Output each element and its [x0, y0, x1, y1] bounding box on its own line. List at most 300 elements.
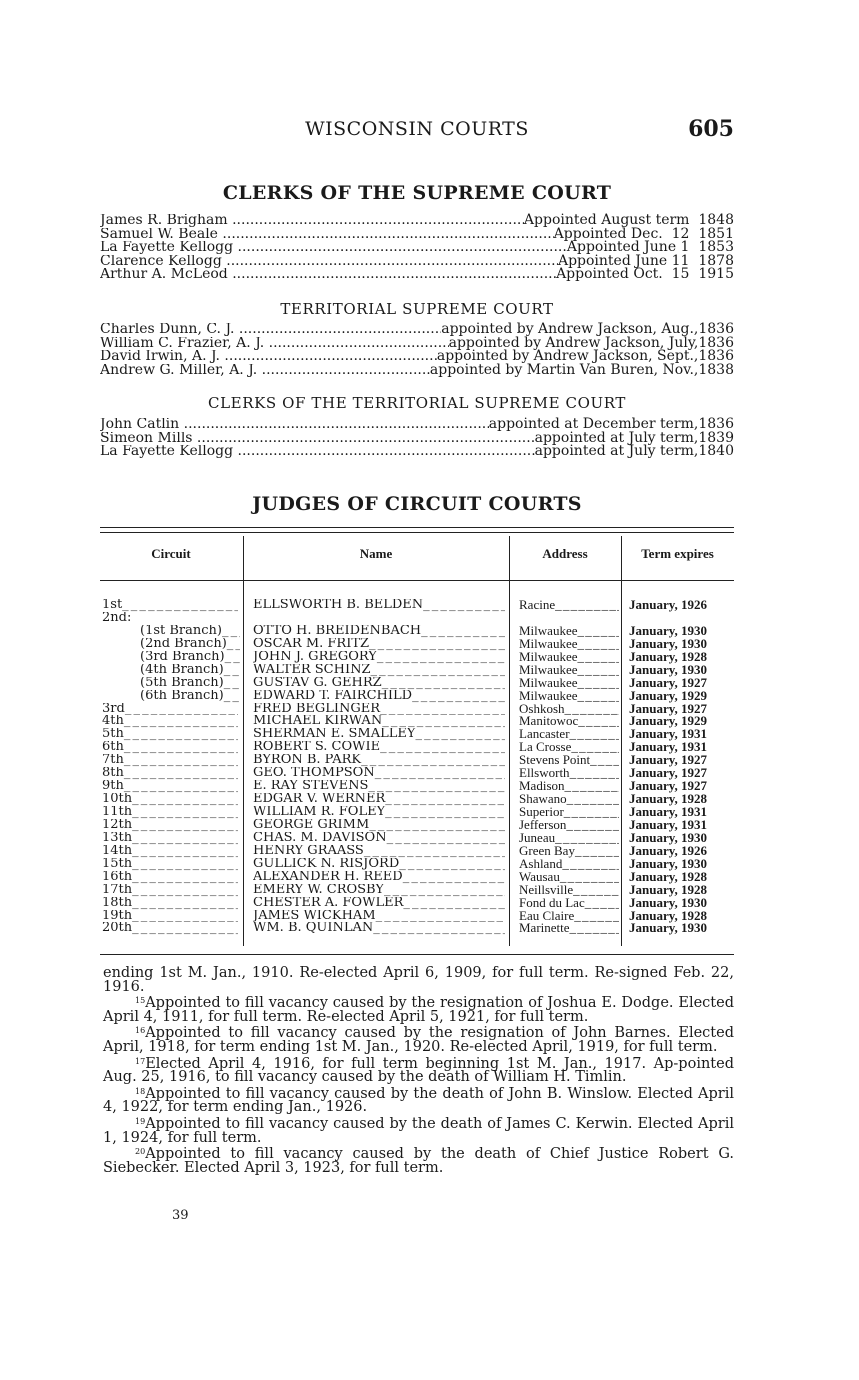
- circuit-label: 7th: [102, 754, 124, 768]
- term-expires: January, 1930: [629, 894, 708, 910]
- judge-name: JOHN J. GREGORY: [253, 650, 377, 664]
- circuit-cell: [102, 806, 238, 819]
- territorial-clerks-list: [100, 418, 734, 459]
- address: Madison: [519, 780, 565, 794]
- circuit-cell: [102, 910, 238, 923]
- address: Eau Claire: [519, 909, 575, 923]
- leader-dots: [380, 703, 505, 716]
- leader-dots: [385, 793, 505, 806]
- year: 1840: [698, 443, 734, 460]
- leader-dots: [577, 664, 619, 677]
- circuit-label: 10th: [102, 793, 133, 807]
- address-cell: [519, 741, 619, 754]
- address: Ashland: [519, 857, 563, 871]
- circuit-label: 9th: [102, 780, 124, 794]
- judge-name: WALTER SCHINZ: [253, 663, 371, 677]
- appointment: Appointed August term: [523, 212, 699, 228]
- term-expires: January, 1928: [629, 791, 708, 807]
- leader-dots: [403, 897, 505, 910]
- footnote-text: Appointed to fill vacancy caused by the death of Chief Justice Robert G. Siebecker. Elected April 3, 1923, for full term.: [103, 1146, 734, 1176]
- circuit-label: 3rd: [102, 702, 125, 716]
- name-cell: [253, 728, 505, 741]
- judge-name: ELLSWORTH B. BELDEN: [253, 599, 424, 612]
- circuit-cell: [102, 884, 238, 897]
- person-name: Simeon Mills .....: [100, 432, 535, 446]
- appointment: appointed at July term,: [534, 443, 699, 460]
- name-cell: [253, 651, 505, 664]
- name-cell: [253, 703, 505, 716]
- circuit-cell: [102, 922, 238, 935]
- leader-dots: [124, 741, 238, 754]
- header-name: Name: [359, 546, 393, 561]
- address-cell: [519, 703, 619, 716]
- footnote: [103, 1085, 734, 1115]
- circuit-cell: [102, 780, 238, 793]
- year: 1915: [698, 266, 734, 283]
- leader-dots: [125, 703, 238, 716]
- circuit-label: 11th: [102, 806, 133, 819]
- person-name: La Fayette Kellogg .....: [100, 445, 535, 459]
- circuit-label: 18th: [102, 896, 133, 910]
- leader-dots: [124, 780, 238, 793]
- circuit-cell: [140, 664, 240, 677]
- circuit-label: (5th Branch): [140, 676, 224, 690]
- term-expires: January, 1927: [629, 765, 708, 781]
- leader-dots: [566, 819, 619, 832]
- circuit-label: (3rd Branch): [140, 650, 225, 664]
- circuit-cell: [102, 871, 238, 884]
- circuit-cell: [102, 612, 238, 625]
- leader-dots: [376, 910, 505, 923]
- address-cell: [519, 690, 619, 703]
- address-cell: [519, 897, 619, 910]
- address-cell: [519, 819, 619, 832]
- circuit-label: 17th: [102, 883, 133, 897]
- leader-dots: [590, 754, 619, 767]
- judge-name: CHAS. M. DAVISON: [253, 831, 387, 845]
- header-rule: [100, 580, 734, 581]
- circuit-label: 12th: [102, 818, 133, 832]
- territorial-clerks-title: CLERKS OF THE TERRITORIAL SUPREME COURT: [208, 394, 626, 412]
- address-cell: [519, 767, 619, 780]
- running-head: [100, 118, 734, 144]
- term-expires: January, 1929: [629, 713, 708, 729]
- appointment: appointed by Martin Van Buren, Nov.,: [429, 361, 699, 378]
- leader-dots: [382, 715, 505, 728]
- circuit-cell: [102, 819, 238, 832]
- appointment: Appointed June 1: [566, 239, 699, 256]
- address-cell: [519, 793, 619, 806]
- leader-dots: [132, 845, 238, 858]
- leader-dots: [224, 677, 240, 690]
- table-bottom-rule: [100, 954, 734, 955]
- name-cell: [253, 897, 505, 910]
- leader-dots: [224, 690, 240, 703]
- circuit-label: 15th: [102, 857, 133, 871]
- judge-name: GULLICK N. RISJORD: [253, 857, 400, 871]
- leader-dots: [124, 754, 238, 767]
- leader-dots: [369, 638, 505, 651]
- leader-dots: [555, 599, 619, 612]
- year: 1836: [698, 348, 734, 365]
- leader-dots: [371, 664, 506, 677]
- leader-dots: [577, 638, 619, 651]
- circuit-label: 14th: [102, 844, 133, 858]
- name-cell: [253, 715, 505, 728]
- address-cell: [519, 832, 619, 845]
- judge-name: MICHAEL KIRWAN: [253, 715, 383, 729]
- circuit-table-body: [100, 599, 734, 935]
- circuit-cell: [140, 625, 240, 638]
- circuit-cell: [140, 690, 240, 703]
- term-expires: January, 1930: [629, 920, 708, 936]
- appointment: Appointed Oct. 15: [556, 266, 699, 283]
- person-name: David Irwin, A. J. .....: [100, 350, 437, 364]
- signature-mark: 39: [172, 1208, 189, 1223]
- term-expires: January, 1928: [629, 907, 708, 923]
- circuit-cell: [140, 638, 240, 651]
- leader-dots: [132, 871, 238, 884]
- circuit-label: 19th: [102, 909, 133, 923]
- name-cell: [253, 625, 505, 638]
- year: 1851: [698, 225, 734, 242]
- leader-dots: [575, 845, 619, 858]
- term-expires: January, 1927: [629, 778, 708, 794]
- name-cell: [253, 767, 505, 780]
- judge-name: JAMES WICKHAM: [253, 909, 376, 923]
- judge-name: WILLIAM R. FOLEY: [253, 806, 386, 819]
- judge-name: ROBERT S. COWIE: [253, 741, 381, 755]
- term-expires: January, 1926: [629, 597, 708, 612]
- footnote-mark: 18: [135, 1086, 146, 1096]
- leader-dots: [368, 780, 505, 793]
- person-name: Samuel W. Beale .....: [100, 228, 554, 242]
- leader-dots: [387, 832, 505, 845]
- person-name: William C. Frazier, A. J. .....: [100, 337, 449, 351]
- person-name: John Catlin .....: [100, 418, 489, 432]
- year: 1853: [698, 239, 734, 256]
- address: Jefferson: [519, 818, 567, 832]
- name-cell: [253, 664, 505, 677]
- footnote: [103, 1055, 734, 1085]
- term-expires: January, 1927: [629, 674, 708, 690]
- name-cell: [253, 780, 505, 793]
- address-cell: [519, 922, 619, 935]
- term-expires: January, 1928: [629, 868, 708, 884]
- circuit-label: 4th: [102, 715, 124, 729]
- leader-dots: [375, 767, 505, 780]
- circuit-cell: [102, 715, 238, 728]
- name-cell: [253, 884, 505, 897]
- address: Stevens Point: [519, 754, 591, 768]
- term-expires: January, 1931: [629, 804, 708, 819]
- address: Milwaukee: [519, 624, 578, 638]
- judge-name: SHERMAN E. SMALLEY: [253, 728, 416, 742]
- address: Manitowoc: [519, 715, 579, 729]
- leader-dots: [570, 767, 619, 780]
- leader-dots: [421, 625, 505, 638]
- header-address: Address: [542, 546, 588, 561]
- footnote-mark: 16: [135, 1026, 146, 1036]
- leader-dots: [369, 819, 505, 832]
- leader-dots: [565, 703, 619, 716]
- address-cell: [519, 858, 619, 871]
- name-cell: [253, 677, 505, 690]
- address: Superior: [519, 806, 564, 819]
- footnote-mark: 19: [135, 1116, 146, 1126]
- leader-dots: [380, 741, 505, 754]
- person-name: Andrew G. Miller, A. J. .....: [100, 364, 430, 378]
- circuit-label: 5th: [102, 728, 124, 742]
- circuit-cell: [102, 754, 238, 767]
- year: 1878: [698, 252, 734, 269]
- leader-dots: [570, 728, 619, 741]
- leader-dots: [412, 690, 505, 703]
- address-cell: [519, 715, 619, 728]
- territorial-title: TERRITORIAL SUPREME COURT: [280, 300, 554, 318]
- address: Racine: [519, 599, 556, 612]
- address-cell: [519, 638, 619, 651]
- footnote-continuation: ending 1st M. Jan., 1910. Re-elected April 6, 1909, for full term. Re-signed Feb. 22, 1916.: [103, 965, 734, 995]
- address: La Crosse: [519, 741, 572, 755]
- judge-name: EDGAR V. WERNER: [253, 793, 386, 807]
- footnote: [103, 1145, 734, 1175]
- term-expires: January, 1926: [629, 842, 708, 858]
- leader-dots: [132, 832, 238, 845]
- judge-name: EDWARD T. FAIRCHILD: [253, 689, 413, 703]
- footnote-text: Appointed to fill vacancy caused by the death of James C. Kerwin. Elected April 1, 1924, for full term.: [103, 1115, 734, 1146]
- circuit-title: JUDGES OF CIRCUIT COURTS: [252, 493, 582, 515]
- address: Oshkosh: [519, 702, 565, 716]
- leader-dots: [132, 910, 238, 923]
- leader-dots: [415, 728, 505, 741]
- term-expires: January, 1928: [629, 648, 708, 664]
- circuit-label: (2nd Branch): [140, 637, 227, 651]
- circuit-cell: [102, 845, 238, 858]
- list-line: [100, 361, 734, 378]
- leader-dots: [132, 858, 238, 871]
- person-name: Charles Dunn, C. J. .....: [100, 323, 441, 337]
- circuit-cell: [102, 858, 238, 871]
- address: Neillsville: [519, 883, 574, 897]
- footnote-text: Elected April 4, 1916, for full term beginning 1st M. Jan., 1917. Ap-pointed Aug. 25, 1916, to fill vacancy caused by the death of William H. Timlin.: [103, 1055, 734, 1086]
- address: Juneau: [519, 831, 556, 845]
- table-row: [100, 599, 734, 612]
- circuit-cell: [102, 897, 238, 910]
- leader-dots: [570, 922, 619, 935]
- term-expires: January, 1930: [629, 622, 708, 638]
- term-expires: January, 1927: [629, 752, 708, 768]
- list-line: [100, 268, 734, 282]
- leader-dots: [567, 793, 619, 806]
- leader-dots: [564, 806, 619, 819]
- footnotes: [103, 967, 734, 1175]
- circuit-cell: [102, 741, 238, 754]
- appointment: appointed by Andrew Jackson, July,: [448, 334, 699, 351]
- leader-dots: [124, 767, 238, 780]
- leader-dots: [132, 806, 238, 819]
- header-term: Term expires: [641, 546, 714, 561]
- leader-dots: [565, 780, 620, 793]
- judge-name: ALEXANDER H. REED: [253, 870, 403, 884]
- address: Milwaukee: [519, 689, 578, 703]
- clerks-supreme-list: [100, 214, 734, 282]
- circuit-label: (4th Branch): [140, 663, 224, 677]
- year: 1839: [698, 429, 734, 446]
- leader-dots: [577, 625, 619, 638]
- address-cell: [519, 884, 619, 897]
- appointment: Appointed Dec. 12: [553, 225, 699, 242]
- term-expires: January, 1927: [629, 700, 708, 716]
- circuit-label: 16th: [102, 870, 133, 884]
- address: Milwaukee: [519, 637, 578, 651]
- address-cell: [519, 664, 619, 677]
- address: Marinette: [519, 922, 570, 936]
- leader-dots: [560, 871, 619, 884]
- leader-dots: [225, 651, 240, 664]
- address-cell: [519, 599, 619, 612]
- leader-dots: [573, 884, 619, 897]
- judge-name: OTTO H. BREIDENBACH: [253, 624, 422, 638]
- address-cell: [519, 845, 619, 858]
- circuit-label: 8th: [102, 767, 124, 781]
- circuit-cell: [102, 793, 238, 806]
- footnote-mark: 20: [135, 1147, 146, 1157]
- footnote-text: Appointed to fill vacancy caused by the resignation of Joshua E. Dodge. Elected April 4, 1911, for full term. Re-elected April 5, 1921, for full term.: [103, 995, 734, 1025]
- year: 1848: [698, 212, 734, 228]
- circuit-label: 1st: [102, 599, 123, 612]
- person-name: La Fayette Kellogg .....: [100, 241, 567, 255]
- name-cell: [253, 922, 505, 935]
- table-row: [100, 922, 734, 935]
- judge-name: EMERY W. CROSBY: [253, 883, 384, 897]
- address: Lancaster: [519, 728, 570, 742]
- term-expires: January, 1930: [629, 855, 708, 871]
- leader-dots: [403, 871, 505, 884]
- judge-name: BYRON B. PARK: [253, 754, 362, 768]
- circuit-label: 6th: [102, 741, 124, 755]
- leader-dots: [124, 715, 238, 728]
- address-cell: [519, 910, 619, 923]
- circuit-label: 20th: [102, 922, 133, 936]
- table-top-rule: [100, 527, 734, 533]
- name-cell: [253, 793, 505, 806]
- person-name: Arthur A. McLeod .....: [100, 268, 556, 282]
- judge-name: GUSTAV G. GEHRZ: [253, 676, 382, 690]
- name-cell: [253, 910, 505, 923]
- running-head-title: WISCONSIN COURTS: [305, 118, 529, 140]
- name-cell: [253, 599, 505, 612]
- judge-name: GEO. THOMPSON: [253, 767, 375, 781]
- circuit-cell: [140, 651, 240, 664]
- leader-dots: [577, 651, 619, 664]
- name-cell: [253, 690, 505, 703]
- judge-name: E. RAY STEVENS: [253, 780, 369, 794]
- circuit-label: 2nd:: [102, 611, 132, 625]
- term-expires: January, 1929: [629, 687, 708, 703]
- leader-dots: [377, 651, 505, 664]
- address: Shawano: [519, 793, 567, 807]
- leader-dots: [382, 677, 505, 690]
- leader-dots: [132, 884, 238, 897]
- leader-dots: [132, 922, 238, 935]
- term-expires: January, 1931: [629, 739, 708, 755]
- term-expires: January, 1928: [629, 881, 708, 897]
- name-cell: [253, 806, 505, 819]
- judge-name: WM. B. QUINLAN: [253, 922, 374, 936]
- appointment: Appointed June 11: [557, 252, 699, 269]
- leader-dots: [227, 638, 240, 651]
- judge-name: OSCAR M. FRITZ: [253, 637, 370, 651]
- year: 1836: [698, 334, 734, 351]
- leader-dots: [384, 884, 505, 897]
- address-cell: [519, 651, 619, 664]
- name-cell: [253, 638, 505, 651]
- circuit-cell: [102, 599, 238, 612]
- footnote: [103, 994, 734, 1024]
- circuit-label: 13th: [102, 831, 133, 845]
- circuit-label: (1st Branch): [140, 624, 222, 638]
- circuit-cell: [102, 728, 238, 741]
- footnote: [103, 1115, 734, 1145]
- address-cell: [519, 625, 619, 638]
- footnote-text: Appointed to fill vacancy caused by the resignation of John Barnes. Elected April, 1918, for term ending 1st M. Jan., 1920. Re-elected April, 1919, for full term.: [103, 1025, 734, 1055]
- address-cell: [519, 806, 619, 819]
- name-cell: [253, 832, 505, 845]
- circuit-cell: [102, 832, 238, 845]
- year: 1836: [698, 416, 734, 432]
- leader-dots: [122, 599, 238, 612]
- name-cell: [253, 871, 505, 884]
- address: Milwaukee: [519, 676, 578, 690]
- term-expires: January, 1930: [629, 829, 708, 845]
- address: Ellsworth: [519, 767, 570, 781]
- leader-dots: [224, 664, 240, 677]
- term-expires: January, 1930: [629, 661, 708, 677]
- circuit-label: (6th Branch): [140, 689, 224, 703]
- leader-dots: [361, 754, 505, 767]
- address-cell: [519, 871, 619, 884]
- name-cell: [253, 858, 505, 871]
- leader-dots: [385, 806, 505, 819]
- clerks-supreme-title: CLERKS OF THE SUPREME COURT: [222, 182, 612, 204]
- leader-dots: [132, 819, 238, 832]
- leader-dots: [373, 922, 505, 935]
- address: Green Bay: [519, 844, 575, 858]
- circuit-cell: [102, 703, 238, 716]
- circuit-cell: [140, 677, 240, 690]
- name-cell: [253, 754, 505, 767]
- address: Milwaukee: [519, 650, 578, 664]
- leader-dots: [578, 715, 619, 728]
- address-cell: [519, 677, 619, 690]
- territorial-list: [100, 323, 734, 377]
- leader-dots: [585, 897, 619, 910]
- leader-dots: [574, 910, 619, 923]
- leader-dots: [423, 599, 505, 612]
- name-cell: [253, 845, 505, 858]
- leader-dots: [577, 690, 619, 703]
- address: Wausau: [519, 870, 560, 884]
- leader-dots: [132, 793, 238, 806]
- name-cell: [253, 819, 505, 832]
- term-expires: January, 1931: [629, 816, 708, 832]
- name-cell: [253, 741, 505, 754]
- header-circuit: Circuit: [151, 546, 191, 561]
- address-cell: [519, 780, 619, 793]
- address-cell: [519, 754, 619, 767]
- leader-dots: [364, 845, 505, 858]
